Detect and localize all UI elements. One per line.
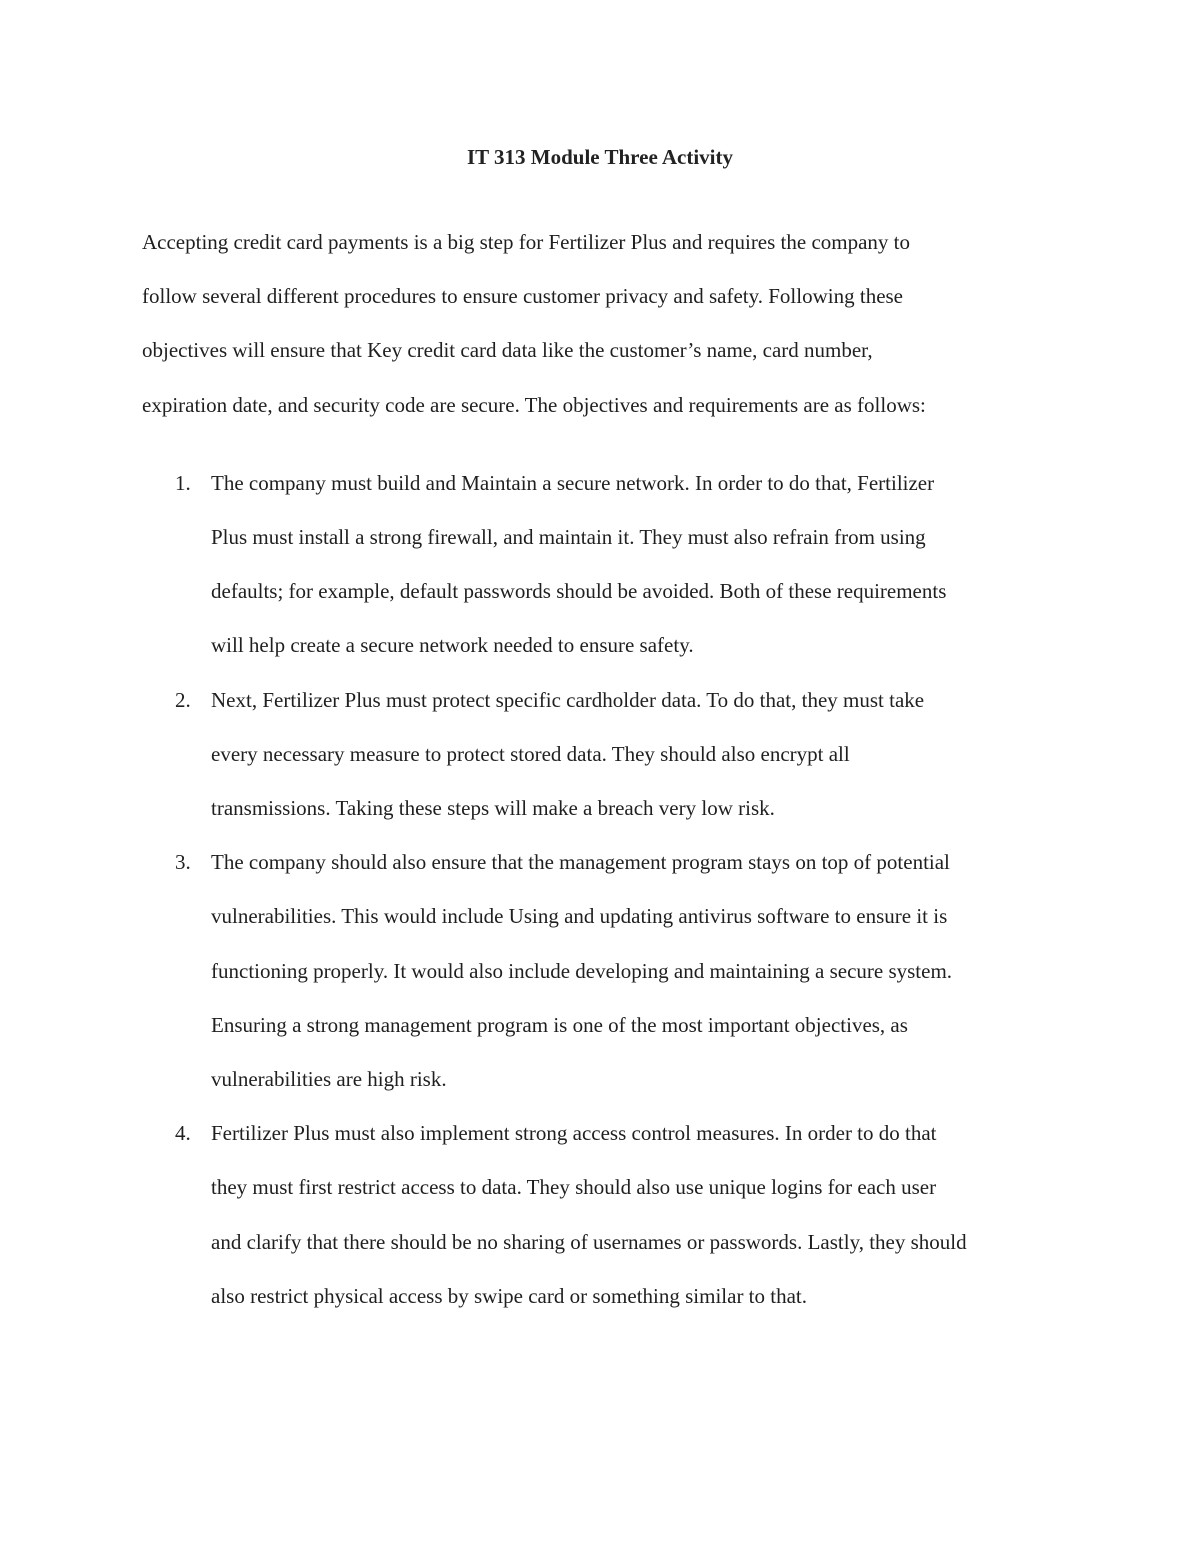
objective-item-3 xyxy=(142,835,1062,1106)
objective-item-2 xyxy=(142,673,1062,836)
objective-line: and clarify that there should be no sharing of usernames or passwords. Lastly, they should xyxy=(211,1229,967,1254)
objective-line: they must first restrict access to data. They should also use unique logins for each user xyxy=(211,1175,937,1200)
objective-number: 1. xyxy=(175,470,191,495)
objective-line: The company should also ensure that the management program stays on top of potential xyxy=(211,850,950,875)
intro-paragraph xyxy=(142,215,1062,432)
intro-line: expiration date, and security code are secure. The objectives and requirements are as follows: xyxy=(142,392,926,417)
objective-line: will help create a secure network needed to ensure safety. xyxy=(211,633,694,658)
document-body xyxy=(142,215,1062,1323)
objective-line: Fertilizer Plus must also implement strong access control measures. In order to do that xyxy=(211,1121,937,1146)
objective-line: functioning properly. It would also include developing and maintaining a secure system. xyxy=(211,958,953,983)
intro-line: Accepting credit card payments is a big step for Fertilizer Plus and requires the company to xyxy=(142,230,911,254)
objective-line: Plus must install a strong firewall, and maintain it. They must also refrain from using xyxy=(211,525,926,550)
document-title: IT 313 Module Three Activity xyxy=(466,145,733,169)
objective-line: Ensuring a strong management program is one of the most important objectives, as xyxy=(211,1012,908,1037)
objective-line: Next, Fertilizer Plus must protect specific cardholder data. To do that, they must take xyxy=(211,687,925,712)
objective-number: 3. xyxy=(175,850,191,875)
objective-line: transmissions. Taking these steps will make a breach very low risk. xyxy=(211,796,775,821)
objective-item-1 xyxy=(142,456,1062,673)
objective-number: 2. xyxy=(175,687,191,712)
objective-number: 4. xyxy=(175,1121,191,1146)
objective-line: defaults; for example, default passwords should be avoided. Both of these requirements xyxy=(211,579,947,604)
objectives-list xyxy=(142,456,1062,1323)
objective-line: The company must build and Maintain a secure network. In order to do that, Fertilizer xyxy=(211,470,935,495)
objective-line: every necessary measure to protect stored data. They should also encrypt all xyxy=(211,741,850,766)
objective-line: also restrict physical access by swipe card or something similar to that. xyxy=(211,1283,808,1308)
intro-line: objectives will ensure that Key credit card data like the customer’s name, card number, xyxy=(142,338,873,363)
objective-line: vulnerabilities. This would include Using and updating antivirus software to ensure it is xyxy=(211,904,948,929)
objective-line: vulnerabilities are high risk. xyxy=(211,1067,447,1092)
objective-item-4 xyxy=(142,1106,1062,1323)
intro-line: follow several different procedures to ensure customer privacy and safety. Following these xyxy=(142,284,904,309)
